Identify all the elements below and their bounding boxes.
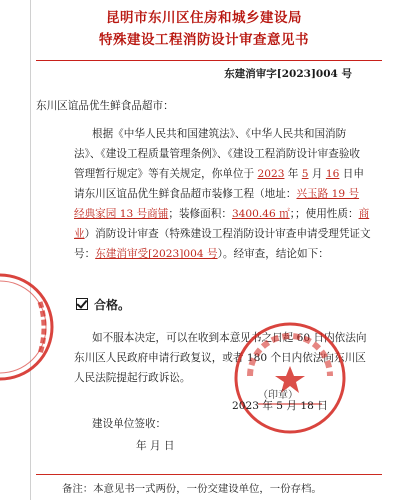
footer-note: 备注：本意见书一式两份，一份交建设单位，一份存档。: [62, 483, 322, 495]
paragraph1-line3: 管理暂行规定》等有关规定，你单位于 2023 年 5 月 16 日申: [74, 168, 364, 180]
document-number: 东建消审字[2023]004 号: [224, 68, 352, 80]
paragraph2-line3: 人民法院提起行政诉讼。: [74, 372, 191, 384]
official-seal-stamp: [220, 316, 360, 436]
filled-year: 2023: [257, 168, 285, 180]
receipt-date: 年 月 日: [136, 440, 175, 452]
receipt-signature-label: 建设单位签收：: [92, 418, 167, 430]
paragraph1-line2: 法》、《建设工程质量管理条例》、《建设工程消防设计审查验收: [74, 148, 361, 160]
result-row: [76, 296, 130, 313]
checked-box-icon: [76, 298, 88, 310]
paragraph1-line4: 请东川区谊品优生鲜食品超市装修工程（地址：兴玉路 19 号: [74, 188, 360, 200]
issue-date: 2023 年 5 月 18 日: [232, 400, 328, 412]
filled-address-line1: 兴玉路 19 号: [296, 188, 360, 200]
filled-use-type-cont: 业: [74, 228, 85, 240]
paragraph1-line6: 业）消防设计审查（特殊建设工程消防设计审查申请受理凭证文: [74, 228, 371, 240]
filled-cert-number: 东建消审受[2023]004 号: [95, 248, 218, 260]
paragraph1-line5: 经典家园 13 号商铺；装修面积：3400.46 ㎡；；使用性质：商: [74, 208, 370, 220]
result-text: 合格。: [94, 298, 131, 312]
seal-label: （印章）: [258, 390, 298, 401]
filled-use-type: 商: [358, 208, 370, 220]
page-margin-line: [30, 0, 31, 500]
header-divider: [36, 60, 382, 61]
document-title: 特殊建设工程消防设计审查意见书: [99, 32, 309, 48]
paragraph2-line1: 如不服本决定，可以在收到本意见书之日起 60 日内依法向: [92, 332, 367, 344]
filled-month: 5: [301, 168, 309, 180]
footer-divider: [36, 474, 382, 475]
paragraph2-line2: 东川区人民政府申请行政复议，或者 180 个日内依法向东川区: [74, 352, 366, 364]
issuer-title: 昆明市东川区住房和城乡建设局: [106, 10, 302, 26]
paragraph1-line7: 号：东建消审受[2023]004 号）。经审查，结论如下：: [74, 248, 329, 260]
paragraph1-line1: 根据《中华人民共和国建筑法》、《中华人民共和国消防: [92, 128, 347, 140]
filled-day: 16: [325, 168, 340, 180]
partial-seal-stamp: [0, 262, 70, 392]
filled-address-line2: 经典家园 13 号商铺: [74, 208, 169, 220]
addressee: 东川区谊品优生鲜食品超市：: [36, 100, 174, 112]
filled-area: 3400.46 ㎡: [231, 208, 290, 220]
